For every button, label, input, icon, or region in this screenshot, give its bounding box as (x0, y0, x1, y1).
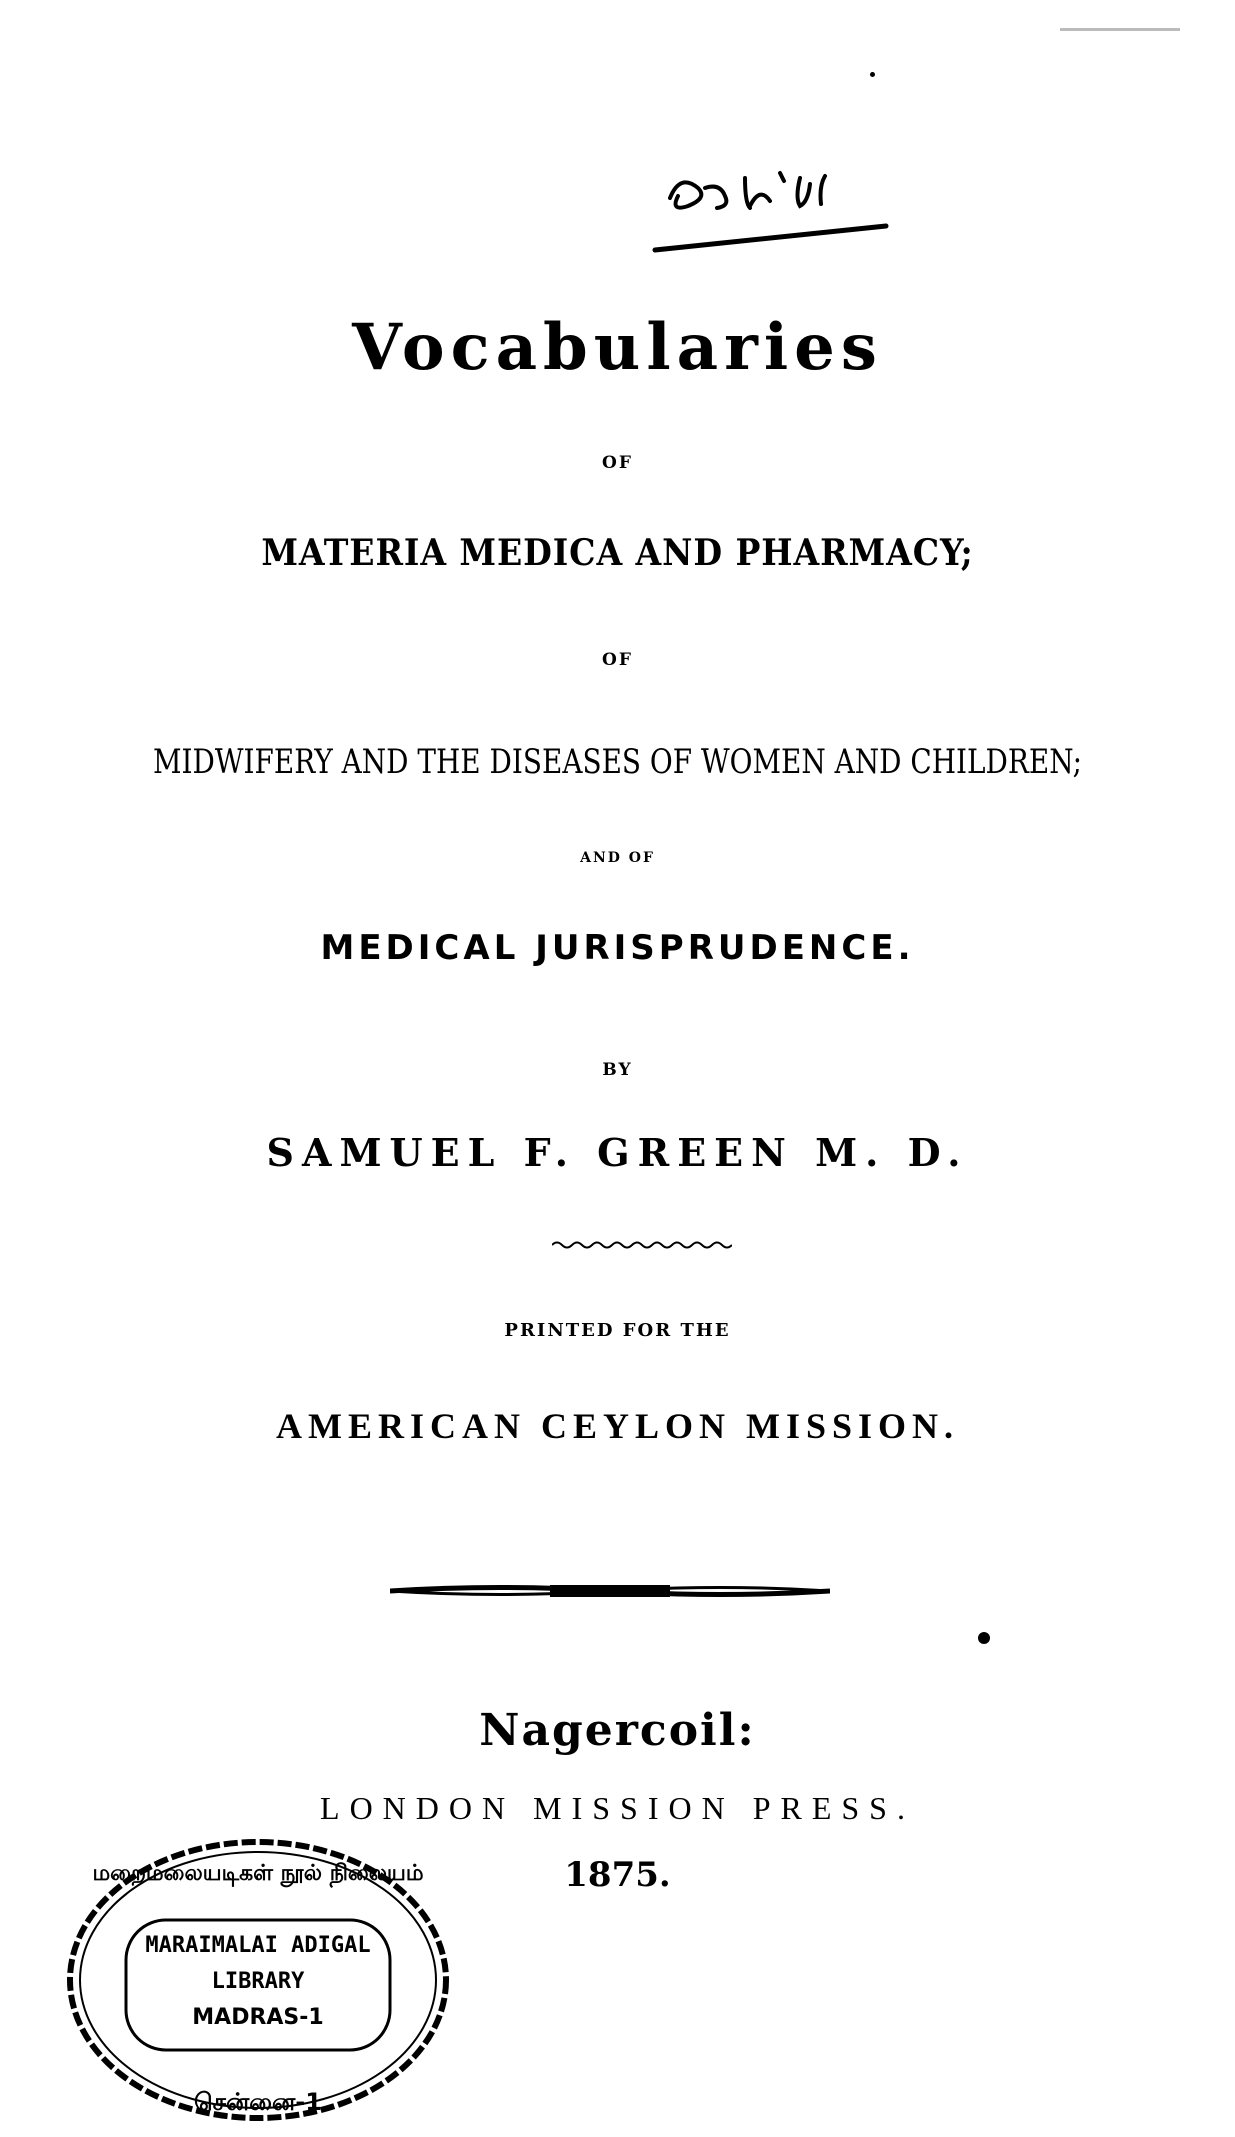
corner-mark (1060, 28, 1180, 31)
stamp-line-2: LIBRARY (211, 1969, 305, 1994)
library-stamp (58, 1830, 458, 2130)
stamp-line-3: MADRAS-1 (192, 2005, 324, 2030)
wavy-divider (552, 1238, 732, 1257)
of-label-1: OF (602, 453, 633, 473)
publisher: LONDON MISSION PRESS. (320, 1790, 915, 1826)
handwriting-icon (650, 158, 890, 268)
stamp-bottom-text: சென்னை-1 (194, 2088, 322, 2116)
author-name: SAMUEL F. GREEN M. D. (266, 1130, 969, 1175)
stamp-ring-text: மறைமலையடிகள் நூல் நிலையம் (92, 1861, 424, 1886)
ink-dot (978, 1632, 990, 1644)
publication-year: 1875. (564, 1855, 671, 1895)
place-of-publication: Nagercoil: (479, 1705, 756, 1756)
ornamental-divider (390, 1580, 830, 1607)
title: Vocabularies (352, 310, 883, 385)
handwritten-annotation (650, 158, 890, 268)
mission-name: AMERICAN CEYLON MISSION. (275, 1406, 960, 1446)
handwritten-text (890, 158, 891, 159)
subject-materia-medica: MATERIA MEDICA AND PHARMACY; (261, 532, 974, 574)
dot-mark (870, 72, 875, 77)
subject-midwifery: MIDWIFERY AND THE DISEASES OF WOMEN AND CHILDREN; (152, 742, 1083, 782)
by-label: BY (602, 1060, 633, 1080)
subject-jurisprudence: MEDICAL JURISPRUDENCE. (320, 928, 915, 968)
stamp-line-1: MARAIMALAI ADIGAL (145, 1933, 371, 1958)
of-label-2: OF (602, 650, 633, 670)
and-of-label: AND OF (580, 850, 655, 866)
printed-for-label: PRINTED FOR THE (504, 1320, 731, 1341)
stamp-center-text (126, 1928, 390, 2036)
